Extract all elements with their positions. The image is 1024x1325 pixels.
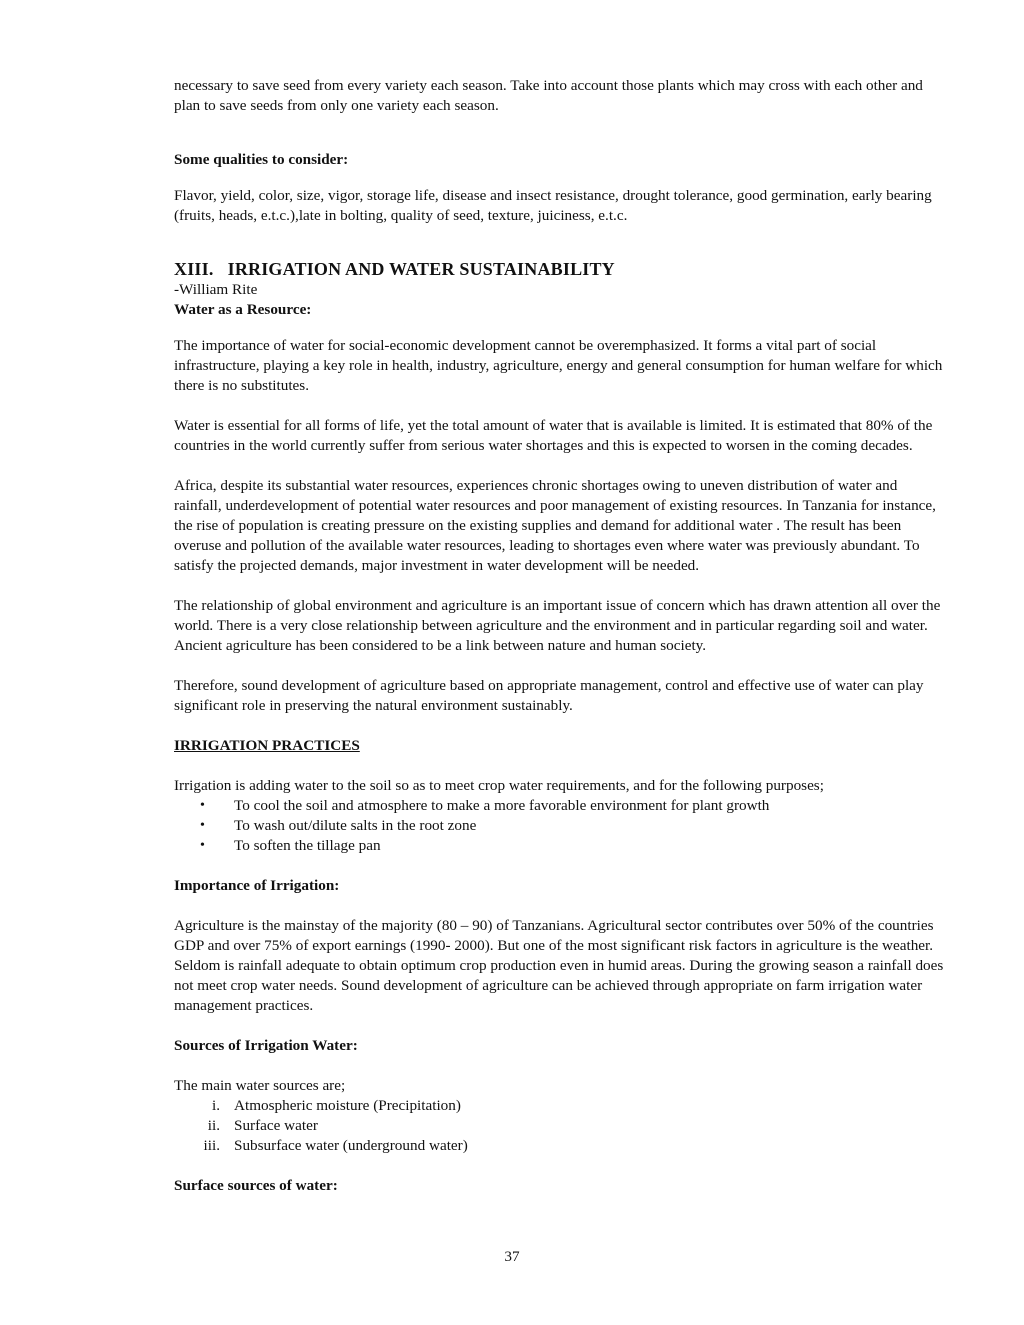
list-number: iii.: [203, 1137, 220, 1154]
paragraph: The relationship of global environment and agriculture is an important issue of concern which has drawn attention all over the world. There is a very close relationship between agriculture and the environment and in particular regarding soil and water. Ancient agriculture has been considered to be a link between nature and human society.: [174, 597, 941, 654]
list-item: • To wash out/dilute salts in the root zone: [200, 817, 477, 834]
section-author: -William Rite: [174, 281, 258, 298]
sources-heading: Sources of Irrigation Water:: [174, 1037, 358, 1054]
paragraph: Africa, despite its substantial water resources, experiences chronic shortages owing to uneven distribution of water and rainfall, underdevelopment of potential water resources and poor management of existing resources. In Tanzania for instance, the rise of population is creating pressure on the existing supplies and demand for additional water . The result has been overuse and pollution of the available water resources, leading to shortages even where water was previously abundant. To satisfy the projected demands, major investment in water development will be needed.: [174, 477, 936, 574]
importance-heading: Importance of Irrigation:: [174, 877, 340, 894]
bullet-icon: •: [200, 798, 205, 813]
irrigation-practices-heading: IRRIGATION PRACTICES: [174, 737, 360, 754]
list-number: ii.: [207, 1117, 220, 1134]
paragraph: Water is essential for all forms of life, yet the total amount of water that is available is limited. It is estimated that 80% of the countries in the world currently suffer from serious water shortages and this is expected to worsen in the coming decades.: [174, 417, 933, 454]
irrigation-intro: Irrigation is adding water to the soil so as to meet crop water requirements, and for the following purposes;: [174, 777, 824, 794]
section-title-text: IRRIGATION AND WATER SUSTAINABILITY: [227, 259, 615, 279]
sources-intro: The main water sources are;: [174, 1077, 346, 1094]
bullet-icon: •: [200, 818, 205, 833]
qualities-heading: Some qualities to consider:: [174, 151, 349, 168]
list-item: iii. Subsurface water (underground water): [174, 1136, 944, 1156]
page-number: 37: [504, 1248, 520, 1265]
list-item: ii. Surface water: [174, 1116, 944, 1136]
section-number: XIII.: [174, 259, 214, 279]
surface-sources-heading: Surface sources of water:: [174, 1177, 338, 1194]
list-item: • To soften the tillage pan: [200, 837, 381, 854]
list-item: • To cool the soil and atmosphere to make a more favorable environment for plant growth: [200, 797, 770, 814]
sources-list: [174, 1096, 944, 1156]
section-title: [174, 258, 944, 280]
qualities-paragraph: Flavor, yield, color, size, vigor, storage life, disease and insect resistance, drought tolerance, good germination, early bearing (fruits, heads, e.t.c.),late in bolting, quality of seed, texture, juiciness, e.t.c.: [174, 187, 932, 224]
water-resource-heading: Water as a Resource:: [174, 301, 312, 318]
paragraph: The importance of water for social-economic development cannot be overemphasized. It forms a vital part of social infrastructure, playing a key role in health, industry, agriculture, energy and general consumption for human welfare for which there is no substitutes.: [174, 337, 943, 394]
list-item: i. Atmospheric moisture (Precipitation): [174, 1096, 944, 1116]
importance-paragraph: Agriculture is the mainstay of the majority (80 – 90) of Tanzanians. Agricultural sector contributes over 50% of the countries GDP and over 75% of export earnings (1990- 2000). But one of the most significant risk factors in agriculture is the weather. Seldom is rainfall adequate to obtain optimum crop production even in humid areas. During the growing season a rainfall does not meet crop water needs. Sound development of agriculture can be achieved through appropriate on farm irrigation water management practices.: [174, 917, 944, 1014]
list-number: i.: [211, 1097, 220, 1114]
page-body: [174, 76, 944, 1196]
bullet-icon: •: [200, 838, 205, 853]
purposes-list: [174, 796, 944, 856]
paragraph: Therefore, sound development of agriculture based on appropriate management, control and effective use of water can play significant role in preserving the natural environment sustainably.: [174, 677, 924, 714]
intro-paragraph: necessary to save seed from every variety each season. Take into account those plants which may cross with each other and plan to save seeds from only one variety each season.: [174, 77, 923, 114]
